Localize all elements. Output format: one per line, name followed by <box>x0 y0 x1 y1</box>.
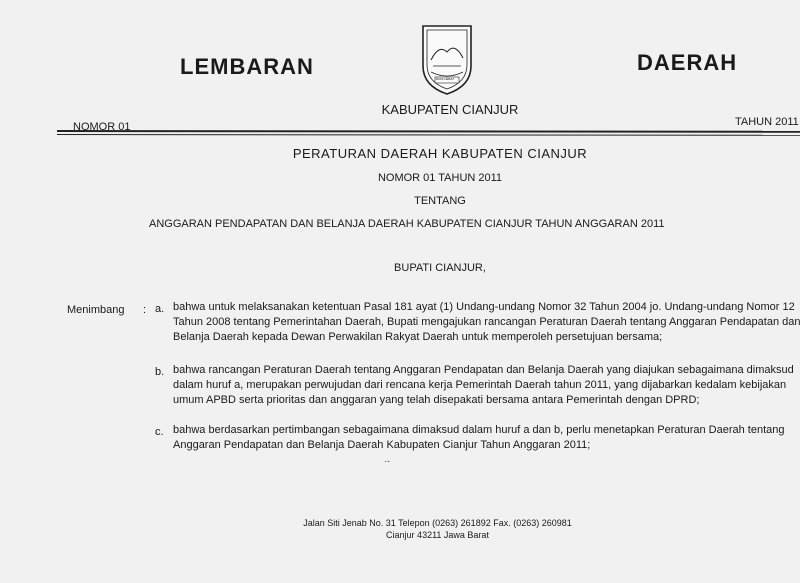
considering-colon: : <box>143 304 147 316</box>
footer-address: Jalan Siti Jenab No. 31 Telepon (0263) 261892 Fax. (0263) 260981 <box>303 518 572 528</box>
seal-motto: BUMI HEBAT <box>436 77 455 81</box>
list-item: bahwa rancangan Peraturan Daerah tentang Anggaran Pendapatan dan Belanja Daerah yang diajukan sebagaimana dimaksud dalam huruf a, merupakan perwujudan dari rencana kerja Pemerintah Daerah tahun 2011, yang dijabarkan kedalam kebijakan umum APBD serta prioritas dan anggaran yang telah disepakati bersama antara Pemerintah dengan DPRD; <box>173 364 794 406</box>
considering-label: Menimbang <box>67 304 125 316</box>
regulation-number: NOMOR 01 TAHUN 2011 <box>377 172 503 184</box>
list-item: bahwa untuk melaksanakan ketentuan Pasal 181 ayat (1) Undang-undang Nomor 32 Tahun 2004 jo. Undang-undang Nomor 12 Tahun 2008 tentang Pemerintahan Daerah, Bupati mengajukan rancangan Peraturan Daerah tentang Anggaran Pendapatan dan Belanja Daerah kepada Dewan Perwakilan Rakyat Daerah untuk memperoleh persetujuan bersama; <box>173 301 800 343</box>
regulation-title: PERATURAN DAERAH KABUPATEN CIANJUR <box>292 146 588 161</box>
header-left-word: LEMBARAN <box>180 54 314 79</box>
list-item-marker: a. <box>155 303 165 315</box>
gazette-year: TAHUN 2011 <box>735 116 799 128</box>
regency-seal-icon <box>417 22 477 96</box>
list-item-marker: c. <box>155 426 164 438</box>
footer-city: Cianjur 43211 Jawa Barat <box>386 530 489 540</box>
gazette-number: NOMOR 01 <box>73 121 131 133</box>
stray-mark: ·- <box>384 456 390 466</box>
header-rule <box>57 130 800 133</box>
regulation-issuer: BUPATI CIANJUR, <box>394 262 486 274</box>
header-rule-thin <box>57 134 800 136</box>
regency-name: KABUPATEN CIANJUR <box>381 102 519 117</box>
list-item: bahwa berdasarkan pertimbangan sebagaimana dimaksud dalam huruf a dan b, perlu menetapkan Peraturan Daerah tentang Anggaran Pendapatan dan Belanja Daerah Kabupaten Cianjur Tahun Anggaran 2011; <box>173 424 785 451</box>
list-item-marker: b. <box>155 366 165 378</box>
header-right-word: DAERAH <box>637 50 738 75</box>
regulation-about: TENTANG <box>414 195 466 207</box>
regulation-subject: ANGGARAN PENDAPATAN DAN BELANJA DAERAH KABUPATEN CIANJUR TAHUN ANGGARAN 2011 <box>149 218 665 230</box>
